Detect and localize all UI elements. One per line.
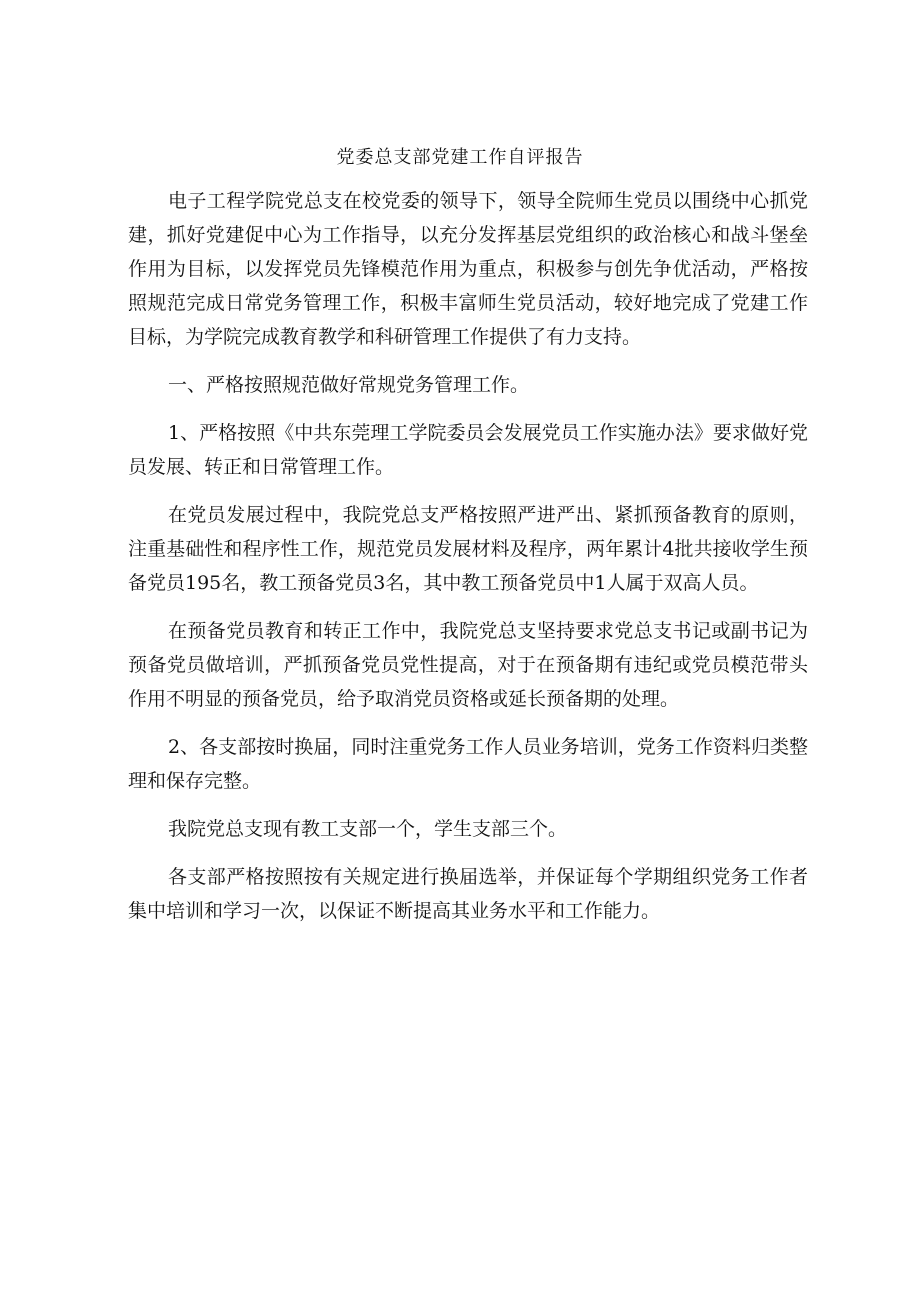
document-body <box>128 184 808 942</box>
paragraph-intro: 电子工程学院党总支在校党委的领导下，领导全院师生党员以围绕中心抓党建，抓好党建促中心为工作指导，以充分发挥基层党组织的政治核心和战斗堡垒作用为目标，以发挥党员先锋模范作用为重点，积极参与创先争优活动，严格按照规范完成日常党务管理工作，积极丰富师生党员活动，较好地完成了党建工作目标，为学院完成教育教学和科研管理工作提供了有力支持。 <box>128 190 808 348</box>
paragraph-branches: 我院党总支现有教工支部一个，学生支部三个。 <box>168 818 568 840</box>
paragraph-probationary-education: 在预备党员教育和转正工作中，我院党总支坚持要求党总支书记或副书记为预备党员做培训，严抓预备党员党性提高，对于在预备期有违纪或党员模范带头作用不明显的预备党员，给予取消党员资格或延长预备期的处理。 <box>128 620 808 710</box>
paragraph-item-1: 1、严格按照《中共东莞理工学院委员会发展党员工作实施办法》要求做好党员发展、转正和日常管理工作。 <box>128 422 808 478</box>
paragraph-member-development: 在党员发展过程中，我院党总支严格按照严进严出、紧抓预备教育的原则，注重基础性和程序性工作，规范党员发展材料及程序，两年累计4批共接收学生预备党员195名，教工预备党员3名，其中教工预备党员中1人属于双高人员。 <box>128 504 808 594</box>
document-title: 党委总支部党建工作自评报告 <box>336 147 584 168</box>
section-heading-1: 一、严格按照规范做好常规党务管理工作。 <box>168 374 530 396</box>
paragraph-elections-training: 各支部严格按照按有关规定进行换届选举，并保证每个学期组织党务工作者集中培训和学习一次，以保证不断提高其业务水平和工作能力。 <box>128 866 808 922</box>
paragraph-item-2: 2、各支部按时换届，同时注重党务工作人员业务培训，党务工作资料归类整理和保存完整。 <box>128 736 808 792</box>
